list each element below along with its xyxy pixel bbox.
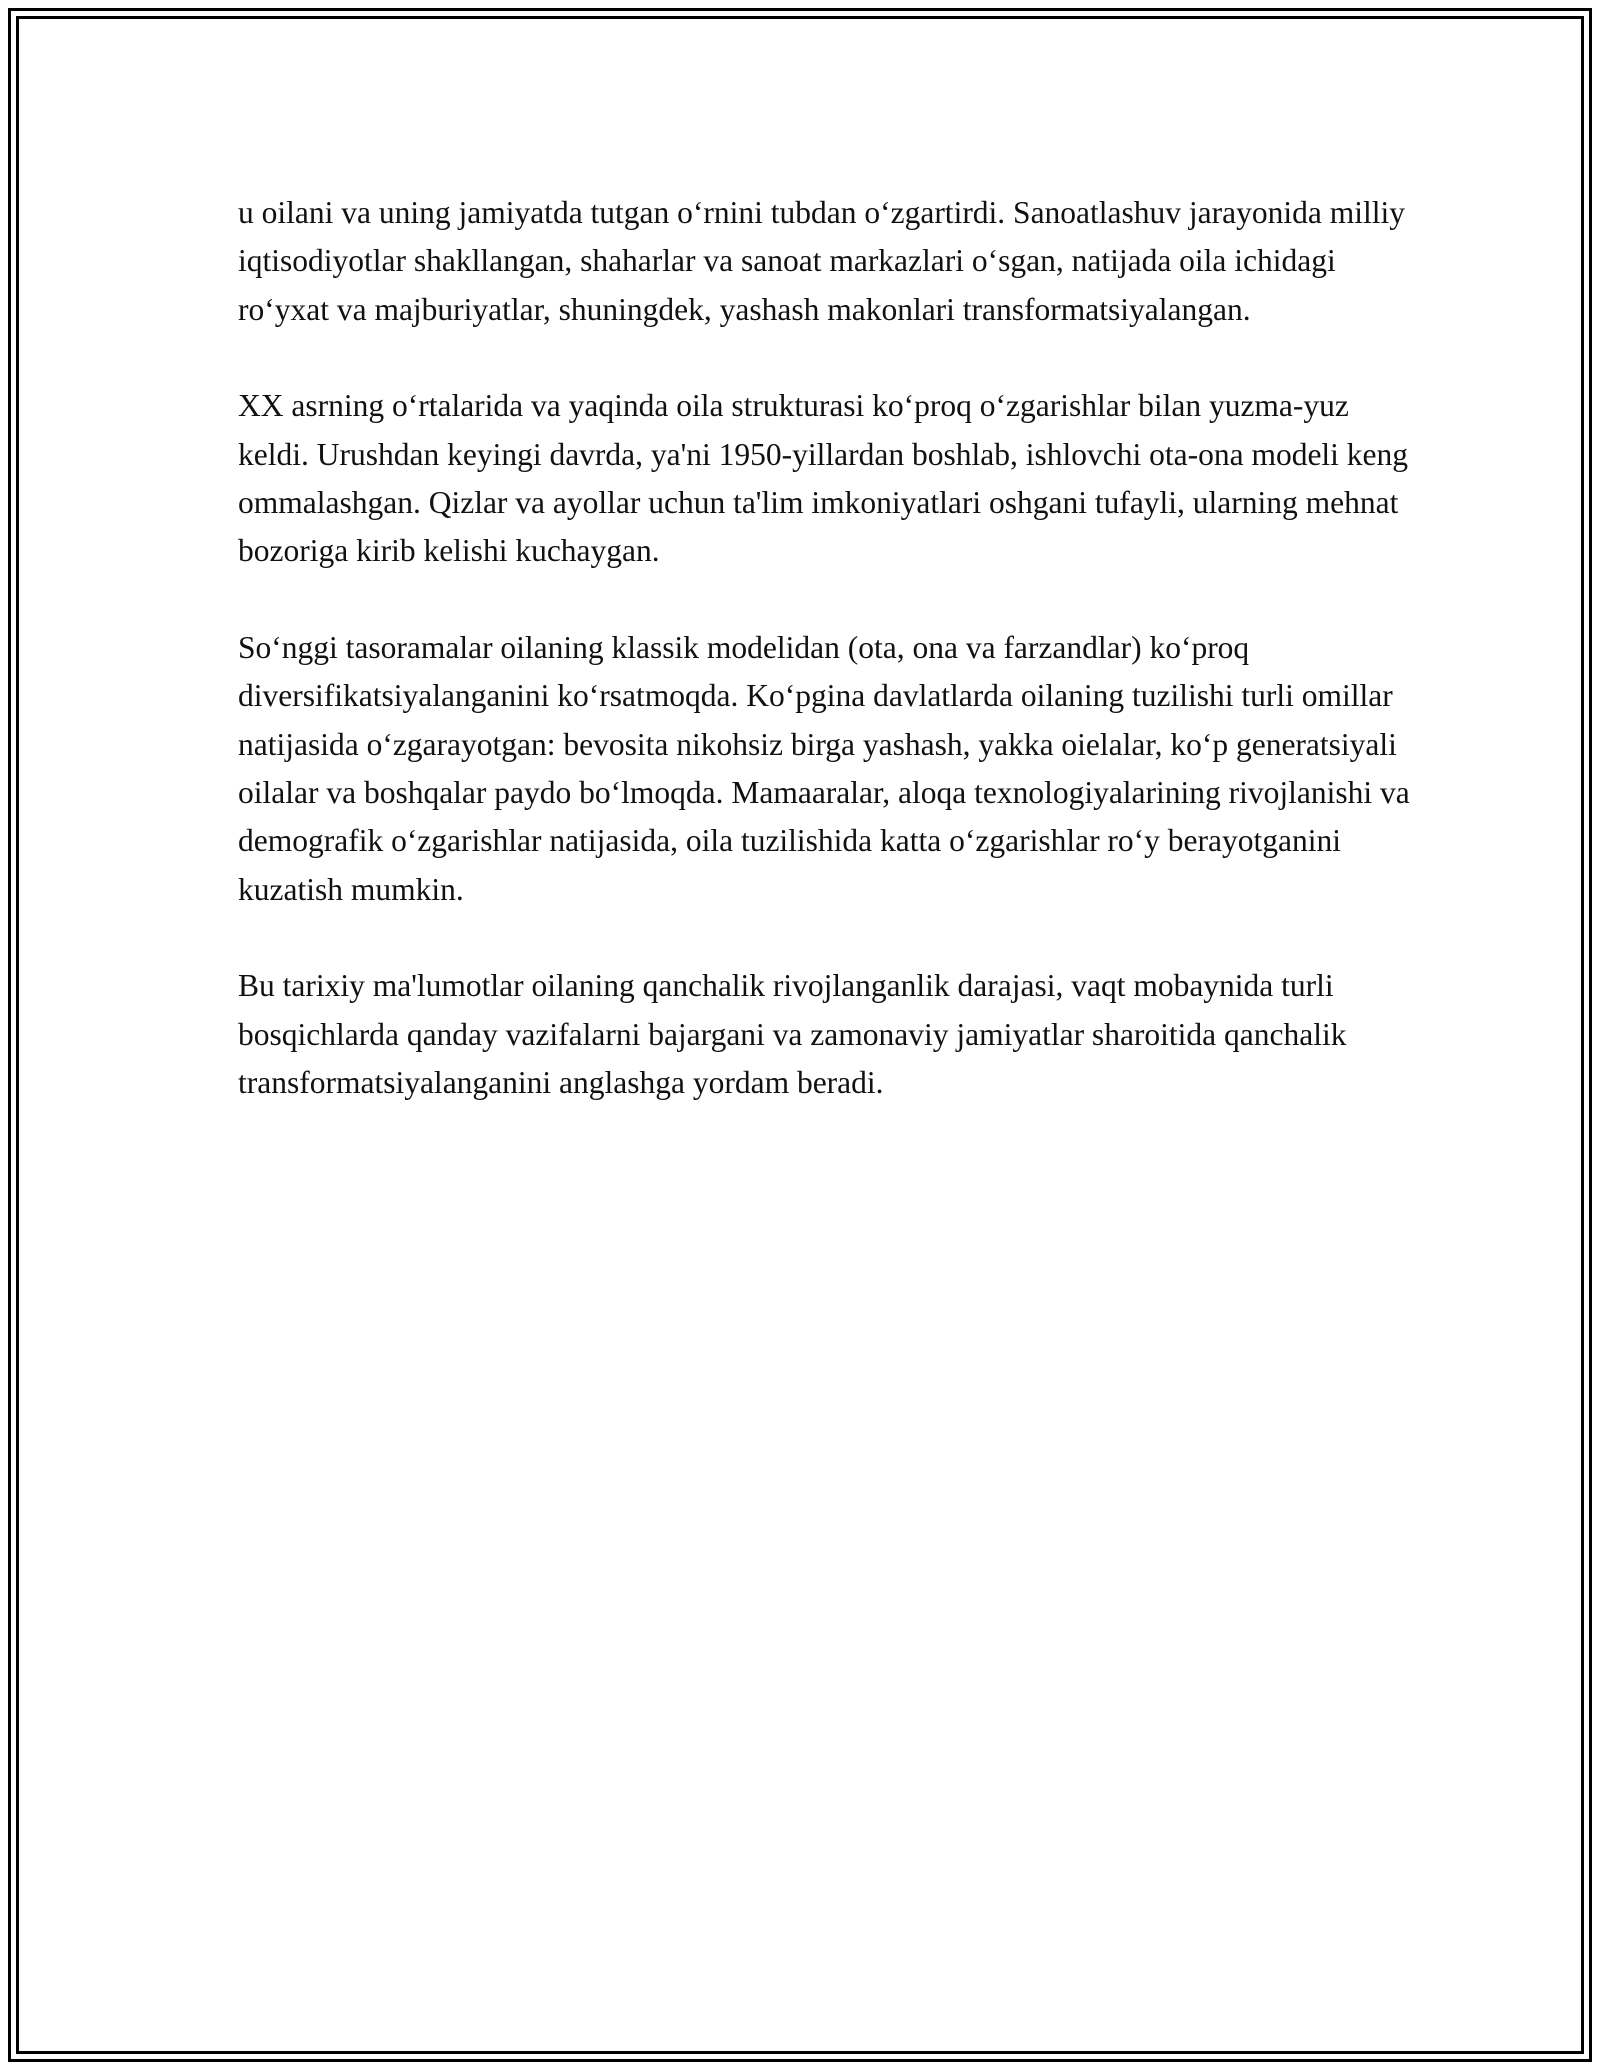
page-frame — [8, 8, 1592, 2062]
document-body — [238, 189, 1418, 1156]
paragraph-3: So‘nggi tasoramalar oilaning klassik modelidan (ota, ona va farzandlar) ko‘proq diversifikatsiyalanganini ko‘rsatmoqda. Ko‘pgina davlatlarda oilaning tuzilishi turli omillar natijasida o‘zgarayotgan: bevosita nikohsiz birga yashash, yakka oielalar, ko‘p generatsiyali oilalar va boshqalar paydo bo‘lmoqda. Mamaaralar, aloqa texnologiyalarining rivojlanishi va demografik o‘zgarishlar natijasida, oila tuzilishida katta o‘zgarishlar ro‘y berayotganini kuzatish mumkin. — [238, 630, 1410, 907]
paragraph-4: Bu tarixiy ma'lumotlar oilaning qanchalik rivojlanganlik darajasi, vaqt mobaynida turli bosqichlarda qanday vazifalarni bajargani va zamonaviy jamiyatlar sharoitida qanchalik transformatsiyalanganini anglashga yordam beradi. — [238, 968, 1347, 1100]
paragraph-1: u oilani va uning jamiyatda tutgan o‘rnini tubdan o‘zgartirdi. Sanoatlashuv jarayonida milliy iqtisodiyotlar shakllangan, shaharlar va sanoat markazlari o‘sgan, natijada oila ichidagi ro‘yxat va majburiyatlar, shuningdek, yashash makonlari transformatsiyalangan. — [238, 195, 1405, 327]
paragraph-2: XX asrning o‘rtalarida va yaqinda oila strukturasi ko‘proq o‘zgarishlar bilan yuzma-yuz keldi. Urushdan keyingi davrda, ya'ni 1950-yillardan boshlab, ishlovchi ota-ona modeli keng ommalashgan. Qizlar va ayollar uchun ta'lim imkoniyatlari oshgani tufayli, ularning mehnat bozoriga kirib kelishi kuchaygan. — [238, 388, 1409, 569]
